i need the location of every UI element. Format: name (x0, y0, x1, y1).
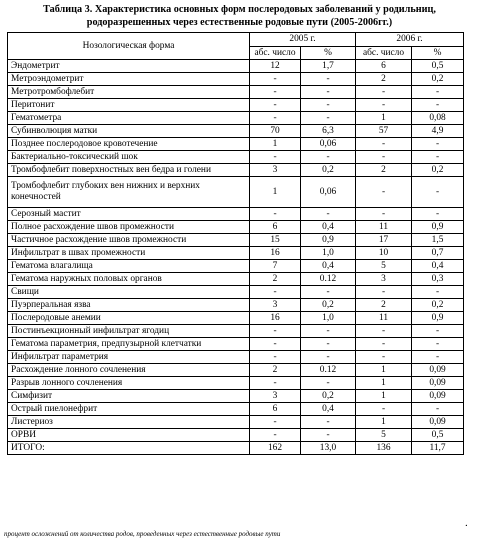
abs-2005: 6 (250, 221, 301, 234)
pct-2005: 0,9 (301, 234, 356, 247)
pct-2006: 0,2 (412, 164, 464, 177)
abs-2005: - (250, 377, 301, 390)
table-row (8, 390, 464, 403)
abs-2005: - (250, 429, 301, 442)
row-name: Постинъекционный инфильтрат ягодиц (8, 325, 250, 338)
pct-2006: - (412, 403, 464, 416)
pct-2006: 0,09 (412, 377, 464, 390)
abs-2005: - (250, 99, 301, 112)
table-row (8, 442, 464, 455)
table-row (8, 338, 464, 351)
pct-2006: 0,2 (412, 299, 464, 312)
pct-2006: 0,7 (412, 247, 464, 260)
pct-2005: 1,7 (301, 60, 356, 73)
table-row (8, 364, 464, 377)
row-name: Инфильтрат в швах промежности (8, 247, 250, 260)
pct-2005: 0,4 (301, 221, 356, 234)
table-row (8, 177, 464, 208)
table-title (0, 3, 479, 29)
pct-2005: 1,0 (301, 312, 356, 325)
row-name: Гематома влагалища (8, 260, 250, 273)
row-name: Частичное расхождение швов промежности (8, 234, 250, 247)
table-row (8, 247, 464, 260)
header-form: Нозологическая форма (8, 33, 250, 60)
abs-2005: - (250, 286, 301, 299)
row-name: Бактериально-токсический шок (8, 151, 250, 164)
pct-2005: 0,2 (301, 164, 356, 177)
abs-2005: 16 (250, 312, 301, 325)
data-table (7, 32, 464, 455)
pct-2006: 0,4 (412, 260, 464, 273)
header-row-years (8, 33, 464, 47)
row-name: ОРВИ (8, 429, 250, 442)
pct-2005: - (301, 416, 356, 429)
abs-2006: - (356, 286, 412, 299)
row-name: Тромбофлебит глубоких вен нижних и верхних конечностей (8, 177, 250, 208)
abs-2006: - (356, 151, 412, 164)
table-row (8, 234, 464, 247)
pct-2005: - (301, 86, 356, 99)
pct-2006: 0,09 (412, 390, 464, 403)
row-name: Гематома параметрия, предпузырной клетчатки (8, 338, 250, 351)
abs-2005: 6 (250, 403, 301, 416)
abs-2006: - (356, 338, 412, 351)
abs-2005: - (250, 112, 301, 125)
row-name: Метроэндометрит (8, 73, 250, 86)
pct-2006: - (412, 99, 464, 112)
row-name: Послеродовые анемии (8, 312, 250, 325)
pct-2005: - (301, 151, 356, 164)
table-row (8, 429, 464, 442)
pct-2005: 13,0 (301, 442, 356, 455)
abs-2006: - (356, 177, 412, 208)
abs-2005: - (250, 338, 301, 351)
footnote: процент осложнений от количества родов, проведенных через естественные родовые пути (4, 530, 281, 538)
pct-2006: - (412, 86, 464, 99)
abs-2005: 2 (250, 273, 301, 286)
table-row (8, 138, 464, 151)
abs-2006: 17 (356, 234, 412, 247)
pct-2005: 1,0 (301, 247, 356, 260)
abs-2006: 1 (356, 377, 412, 390)
header-pct-2005: % (301, 47, 356, 60)
abs-2005: - (250, 86, 301, 99)
abs-2005: - (250, 416, 301, 429)
abs-2006: 1 (356, 112, 412, 125)
abs-2005: 3 (250, 164, 301, 177)
pct-2005: 0.12 (301, 364, 356, 377)
row-name: Свищи (8, 286, 250, 299)
table-row (8, 99, 464, 112)
abs-2005: 15 (250, 234, 301, 247)
row-name: Расхождение лонного сочленения (8, 364, 250, 377)
table-row (8, 312, 464, 325)
abs-2006: 2 (356, 299, 412, 312)
pct-2006: - (412, 208, 464, 221)
table-row (8, 325, 464, 338)
abs-2006: 1 (356, 364, 412, 377)
pct-2006: 0,9 (412, 312, 464, 325)
pct-2005: 0,4 (301, 403, 356, 416)
abs-2005: - (250, 208, 301, 221)
pct-2005: - (301, 73, 356, 86)
table-row (8, 73, 464, 86)
pct-2005: - (301, 208, 356, 221)
table-row (8, 112, 464, 125)
pct-2005: - (301, 338, 356, 351)
title-line-2: родоразрешенных через естественные родовые пути (2005-2006гг.) (86, 17, 393, 28)
abs-2005: 7 (250, 260, 301, 273)
abs-2005: 16 (250, 247, 301, 260)
pct-2006: - (412, 286, 464, 299)
pct-2005: - (301, 286, 356, 299)
abs-2006: 11 (356, 312, 412, 325)
table-row (8, 351, 464, 364)
abs-2006: - (356, 208, 412, 221)
pct-2006: 0,2 (412, 73, 464, 86)
abs-2006: 57 (356, 125, 412, 138)
abs-2005: - (250, 73, 301, 86)
pct-2005: 0.12 (301, 273, 356, 286)
abs-2005: 3 (250, 390, 301, 403)
row-name: Пуэрперальная язва (8, 299, 250, 312)
pct-2005: 0,2 (301, 390, 356, 403)
row-name: Эндометрит (8, 60, 250, 73)
table-row (8, 208, 464, 221)
table-row (8, 286, 464, 299)
table-row (8, 299, 464, 312)
pct-2006: 0,5 (412, 429, 464, 442)
abs-2006: - (356, 86, 412, 99)
row-name: Инфильтрат параметрия (8, 351, 250, 364)
row-name: ИТОГО: (8, 442, 250, 455)
header-abs-2006: абс. число (356, 47, 412, 60)
pct-2006: 0,09 (412, 416, 464, 429)
pct-2005: 0,4 (301, 260, 356, 273)
row-name: Листериоз (8, 416, 250, 429)
abs-2005: 162 (250, 442, 301, 455)
table-row (8, 416, 464, 429)
pct-2005: 6,3 (301, 125, 356, 138)
pct-2005: - (301, 112, 356, 125)
pct-2006: 1,5 (412, 234, 464, 247)
table-row (8, 273, 464, 286)
row-name: Острый пиелонефрит (8, 403, 250, 416)
abs-2006: 5 (356, 260, 412, 273)
pct-2005: 0,06 (301, 177, 356, 208)
pct-2005: 0,06 (301, 138, 356, 151)
pct-2006: - (412, 325, 464, 338)
table-row (8, 151, 464, 164)
abs-2005: 1 (250, 138, 301, 151)
table-row (8, 60, 464, 73)
abs-2006: 1 (356, 416, 412, 429)
pct-2006: - (412, 338, 464, 351)
abs-2006: 1 (356, 390, 412, 403)
header-year-2006: 2006 г. (356, 33, 464, 47)
pct-2006: - (412, 177, 464, 208)
abs-2006: 136 (356, 442, 412, 455)
row-name: Метротромбофлебит (8, 86, 250, 99)
title-line-1: Таблица 3. Характеристика основных форм послеродовых заболеваний у родильниц, (43, 4, 436, 15)
abs-2005: 12 (250, 60, 301, 73)
row-name: Симфизит (8, 390, 250, 403)
row-name: Гематометра (8, 112, 250, 125)
header-pct-2006: % (412, 47, 464, 60)
pct-2006: 4,9 (412, 125, 464, 138)
row-name: Полное расхождение швов промежности (8, 221, 250, 234)
pct-2006: 0,5 (412, 60, 464, 73)
pct-2005: - (301, 429, 356, 442)
abs-2006: - (356, 351, 412, 364)
abs-2006: - (356, 138, 412, 151)
trailing-mark: . (465, 517, 468, 529)
row-name: Серозный мастит (8, 208, 250, 221)
row-name: Позднее послеродовое кровотечение (8, 138, 250, 151)
abs-2005: - (250, 325, 301, 338)
row-name: Разрыв лонного сочленения (8, 377, 250, 390)
table-row (8, 403, 464, 416)
abs-2006: 11 (356, 221, 412, 234)
abs-2005: 3 (250, 299, 301, 312)
abs-2006: 2 (356, 73, 412, 86)
table-row (8, 125, 464, 138)
abs-2006: - (356, 403, 412, 416)
pct-2006: 11,7 (412, 442, 464, 455)
pct-2005: - (301, 325, 356, 338)
abs-2006: 2 (356, 164, 412, 177)
abs-2005: - (250, 151, 301, 164)
abs-2006: - (356, 99, 412, 112)
abs-2005: 2 (250, 364, 301, 377)
pct-2006: 0,08 (412, 112, 464, 125)
abs-2005: - (250, 351, 301, 364)
abs-2006: 5 (356, 429, 412, 442)
pct-2006: 0,3 (412, 273, 464, 286)
abs-2006: - (356, 325, 412, 338)
pct-2005: - (301, 351, 356, 364)
pct-2005: 0,2 (301, 299, 356, 312)
abs-2005: 1 (250, 177, 301, 208)
table-row (8, 260, 464, 273)
abs-2006: 3 (356, 273, 412, 286)
pct-2006: 0,09 (412, 364, 464, 377)
pct-2006: 0,9 (412, 221, 464, 234)
abs-2006: 10 (356, 247, 412, 260)
pct-2005: - (301, 99, 356, 112)
table-row (8, 86, 464, 99)
row-name: Тромбофлебит поверхностных вен бедра и голени (8, 164, 250, 177)
header-year-2005: 2005 г. (250, 33, 356, 47)
row-name: Гематома наружных половых органов (8, 273, 250, 286)
abs-2005: 70 (250, 125, 301, 138)
table-row (8, 164, 464, 177)
header-abs-2005: абс. число (250, 47, 301, 60)
pct-2006: - (412, 351, 464, 364)
table-row (8, 377, 464, 390)
pct-2005: - (301, 377, 356, 390)
pct-2006: - (412, 151, 464, 164)
row-name: Перитонит (8, 99, 250, 112)
row-name: Субинволюция матки (8, 125, 250, 138)
pct-2006: - (412, 138, 464, 151)
table-row (8, 221, 464, 234)
abs-2006: 6 (356, 60, 412, 73)
